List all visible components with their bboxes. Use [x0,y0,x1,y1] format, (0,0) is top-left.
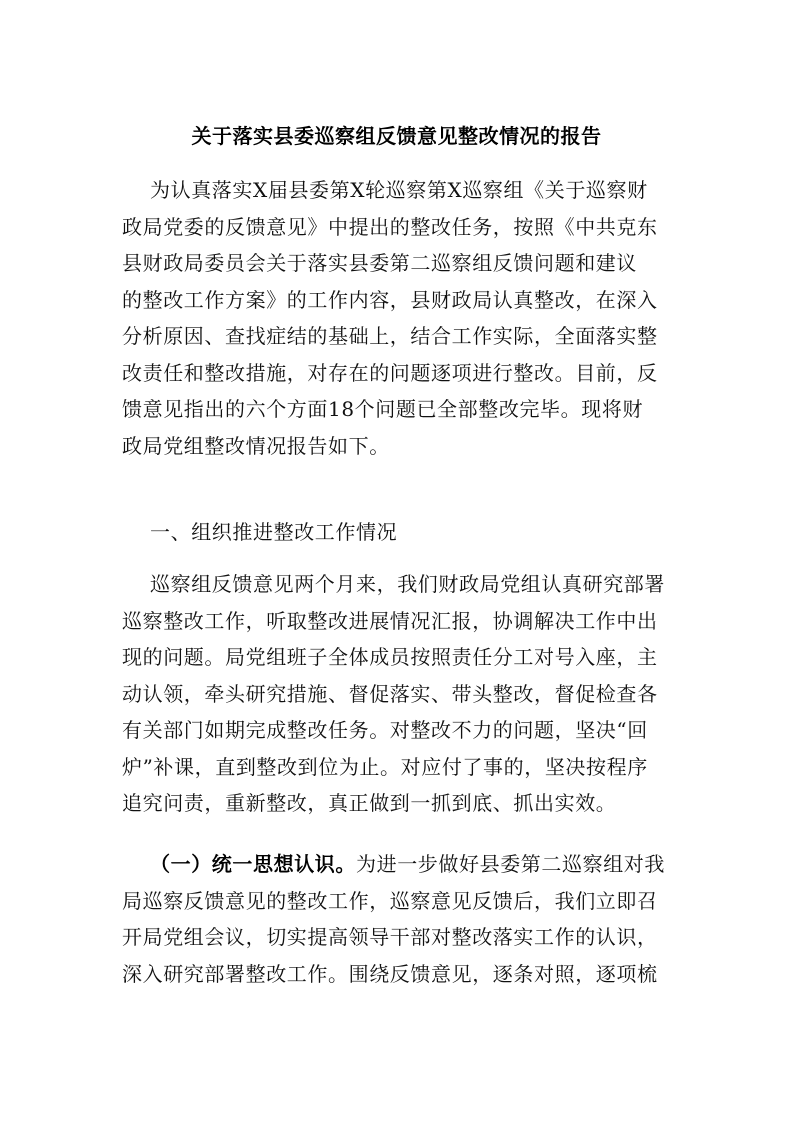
paragraph-line: 的整改工作方案》的工作内容，县财政局认真整改，在深入 [122,287,658,312]
paragraph-line-rest: 为进一步做好县委第二巡察组对我 [356,852,665,876]
paragraph-line: 有关部门如期完成整改任务。对整改不力的问题，坚决“回 [122,718,648,742]
paragraph-intro [122,172,674,464]
paragraph-line: 县财政局委员会关于落实县委第二巡察组反馈问题和建议 [122,251,637,275]
document-title: 关于落实县委巡察组反馈意见整改情况的报告 [191,124,602,148]
paragraph-organization [122,566,674,822]
paragraph-line: 现的问题。局党组班子全体成员按照责任分工对号入座，主 [122,645,658,669]
paragraph-line: 局巡察反馈意见的整改工作，巡察意见反馈后，我们立即召 [122,888,658,913]
paragraph-line: 开局党组会议，切实提高领导干部对整改落实工作的认识， [122,925,658,949]
paragraph-line: 动认领，牵头研究措施、督促落实、带头整改，督促检查各 [122,681,658,706]
paragraph-line: 分析原因、查找症结的基础上，结合工作实际，全面落实整 [122,324,658,348]
paragraph-line: 巡察组反馈意见两个月来，我们财政局党组认真研究部署 [150,572,665,596]
paragraph-line: 巡察整改工作，听取整改进展情况汇报，协调解决工作中出 [122,608,658,633]
paragraph-line: 改责任和整改措施，对存在的问题逐项进行整改。目前，反 [122,360,658,385]
paragraph-unify-thinking [122,846,674,992]
paragraph-line [122,846,674,883]
paragraph-line: 馈意见指出的六个方面18个问题已全部整改完毕。现将财 [122,397,644,421]
section-heading [122,514,674,551]
paragraph-line: 深入研究部署整改工作。围绕反馈意见，逐条对照，逐项梳 [122,961,658,986]
paragraph-line: 为认真落实X届县委第X轮巡察第X巡察组《关于巡察财 [150,178,648,202]
paragraph-line: 政局党组整改情况报告如下。 [122,433,390,458]
section-heading-text: 一、组织推进整改工作情况 [150,520,398,544]
paragraph-line: 追究问责，重新整改，真正做到一抓到底、抓出实效。 [122,791,617,815]
subsection-lead: （一）统一思想认识。 [150,852,356,876]
paragraph-line: 炉”补课，直到整改到位为止。对应付了事的，坚决按程序 [122,754,648,779]
paragraph-line: 政局党委的反馈意见》中提出的整改任务，按照《中共克东 [122,214,658,239]
